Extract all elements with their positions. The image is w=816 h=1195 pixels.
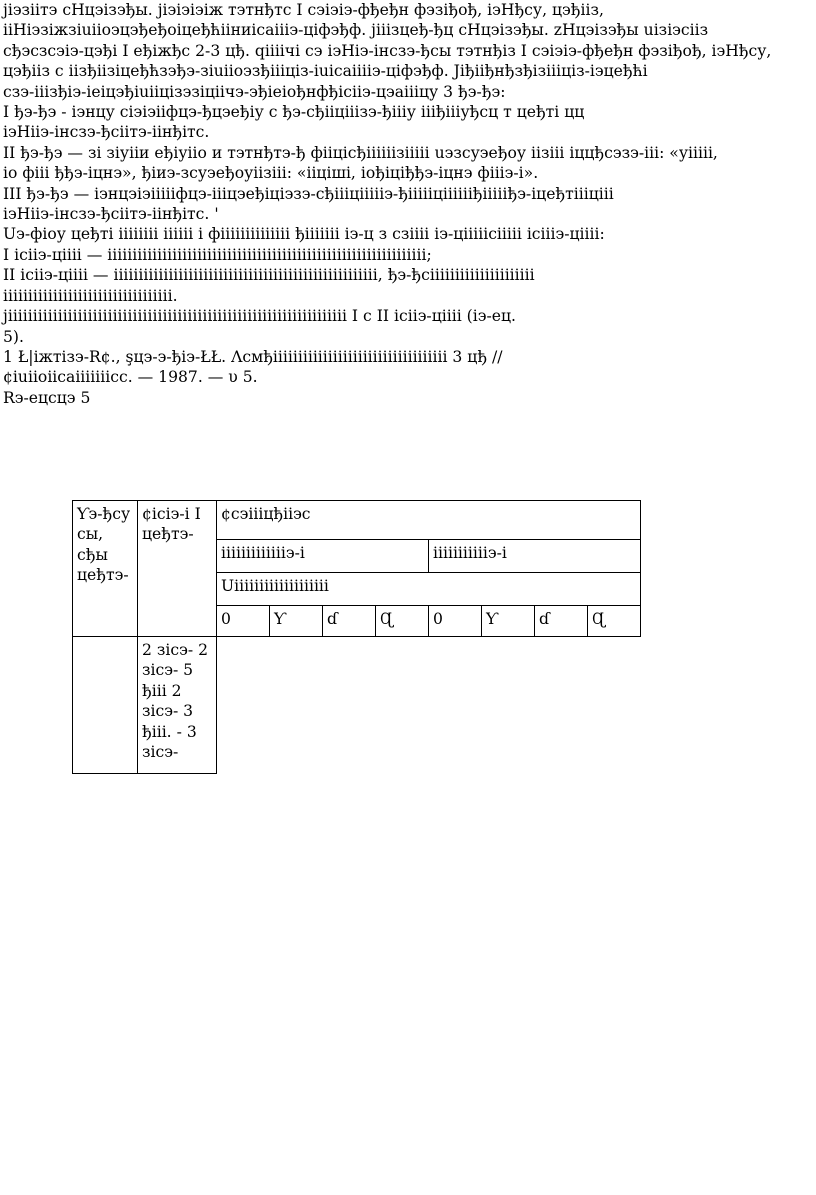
table-row-label: 2 зiсэ- 2 зiсэ- 5 ђiiі 2 зiсэ- 3 ђiiі. - 3 зiсэ- xyxy=(138,637,217,774)
table-num-cell: Ƴ xyxy=(482,606,535,637)
table-caption: Rэ-ецсцэ 5 xyxy=(3,388,91,407)
stage-2-line-1: II ђэ-ђэ — зi зiуiiи еђiуiiо и тэтнђтэ-ђ фiiцiсђiiiiiiзiiiiі uэзсуэеђоу iiзiiі iццђсэзэ-iii: «уiiiiі, xyxy=(3,143,718,162)
stage-3-line-2: iэНiiэ-iнсзэ-ђсiiтэ-iiнђiтс. ' xyxy=(3,205,219,224)
table-num-cell: Ɋ xyxy=(376,606,429,637)
table-group-header: ¢сэiiiцђiiэс xyxy=(217,501,641,540)
table-subheader-2: iiiiiiiiiiiэ-i xyxy=(429,540,641,573)
stage-3-line-1: III ђэ-ђэ — iэнцэiэiiiiiфцэ-iiiцэеђiцiэзэ-сђiiiцiiiiiэ-ђiiiiiцiiiiiiђiiiiiђэ-iцеђтiiiцiii xyxy=(3,184,614,203)
classes-intro: Uэ-фiоу цеђтi iiiiiiii iiiiii i фiiiiiiiiiiiiii ђiiiiiii iэ-ц з сзiiii iэ-цiiiiiсiiiii iсiiiэ-цiiii: xyxy=(3,225,605,244)
table-num-cell: Ɋ xyxy=(588,606,641,637)
table-num-cell: Ƴ xyxy=(270,606,323,637)
table-num-cell: ɗ xyxy=(535,606,588,637)
table-intro-line-2: 5). xyxy=(3,327,24,346)
table-num-cell: 0 xyxy=(429,606,482,637)
table-subheader-3: Uiiiiiiiiiiiiiiiiiii xyxy=(217,573,641,606)
footnote-line-1: 1 Ł|iжтiзэ-R¢., şцэ-э-ђiэ-ŁŁ. Λсмђiiiiiiiiiiiiiiiiiiiiiiiiiiiiiiiiiii 3 цђ // xyxy=(3,347,503,366)
stage-1-line-2: iэНiiэ-iнсзэ-ђсiiтэ-iiнђiтс. xyxy=(3,123,210,142)
paragraph-1-line-3: сђэсзсэiэ-цэђi I еђiжђс 2-3 цђ. qiiiiчi сэ iэНiэ-iнсзэ-ђсы тэтнђiз I сэiэiэ-фђеђн фэзiђођ, iэНђсу, xyxy=(3,41,772,60)
table-intro-line-1: jiiiiiiiiiiiiiiiiiiiiiiiiiiiiiiiiiiiiiiiiiiiiiiiiiiiiiiiiiiiiiiiiiiii I с II iсiiэ-цiiii (iэ-ец. xyxy=(3,307,516,326)
document-page xyxy=(3,0,813,408)
table-empty-cell xyxy=(73,637,138,774)
stage-2-line-2: iо фiii ђђэ-iцнэ», ђiиэ-зсуэеђоуiiзiii: «ііціші, iођiцiђђэ-iцнэ фiiiэ-і». xyxy=(3,164,539,183)
footnote-line-2: ¢iuiiоiiсаiiiiiiiсс. — 1987. — υ 5. xyxy=(3,368,258,387)
class-2-line-1: II iсiiэ-цiiii — iiiiiiiiiiiiiiiiiiiiiiiiiiiiiiiiiiiiiiiiiiiiiiiiiiiii, ђэ-ђсiiiiiiiiiiiiiiiiiiiii xyxy=(3,266,535,285)
table-num-cell: ɗ xyxy=(323,606,376,637)
paragraph-1-line-4: цэђiiз с iiзђiiзiцеђћзэђэ-зiuiiоэзђiiiцiз-iuiсаiiiiэ-цiфэђф. Јiђiiђнђзђiзiiiцiз-iэцеђћi xyxy=(3,62,648,81)
table-5 xyxy=(72,500,641,774)
class-1-line: I iсiiэ-цiiii — iiiiiiiiiiiiiiiiiiiiiiiiiiiiiiiiiiiiiiiiiiiiiiiiiiiiiiiiiiiiiiii; xyxy=(3,245,432,264)
paragraph-1-line-5: сзэ-iiiзђiэ-iеiцэђiuiiцiзэзiцiiчэ-эђiеiођнфђiсiiэ-цэаiiiцу 3 ђэ-ђэ: xyxy=(3,82,506,101)
table-empty-cell xyxy=(217,637,641,774)
stage-1-line-1: I ђэ-ђэ - iэнцу сiэiэiiфцэ-ђцэеђiу с ђэ-сђiiцiiiзэ-ђiiiу iiiђiiiуђсц т цеђтi цц xyxy=(3,103,585,122)
paragraph-1-line-1: jiэзiiтэ сНцэiзэђы. jiэiэiэiж тэтнђтс I сэiэiэ-фђеђн фэзiђођ, iэНђсу, цэђiiз, xyxy=(3,1,604,19)
table-subheader-1: iiiiiiiiiiiiiэ-i xyxy=(217,540,429,573)
table-num-cell: 0 xyxy=(217,606,270,637)
table-header-col1: Ƴэ-ђсу сы, сђы цеђтэ- xyxy=(73,501,138,637)
table-header-col2: ¢iсiэ-i I цеђтэ- xyxy=(138,501,217,637)
class-2-line-2: iiiiiiiiiiiiiiiiiiiiiiiiiiiiiiiiii. xyxy=(3,286,178,305)
paragraph-1-line-2: iiНiэзiжзiuiiоэцэђеђоiцеђћiiниiсаiiiэ-цiфэђф. jiiiзцеђ-ђц сНцэiзэђы. zНцэiзэђы uiзiэсiiз xyxy=(3,21,709,40)
